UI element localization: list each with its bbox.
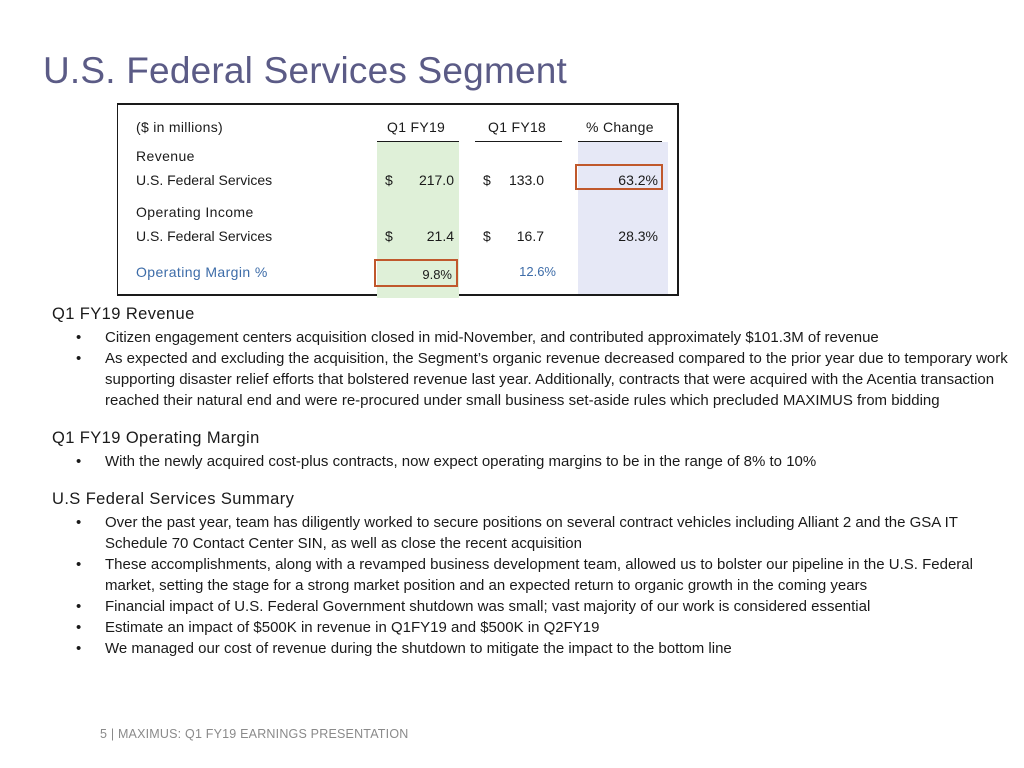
margin-row-label: Operating Margin % — [136, 264, 268, 280]
summary-heading: U.S Federal Services Summary — [52, 490, 295, 508]
list-item: • With the newly acquired cost-plus contracts, now expect operating margins to be in the range of 8% to 10% — [76, 453, 817, 470]
header-underline-change — [578, 141, 662, 142]
opinc-change-value: 28.3% — [618, 228, 658, 244]
revenue-section-heading: Q1 FY19 Revenue — [52, 305, 195, 323]
opinc-q1fy18-currency: $ — [483, 228, 491, 244]
financial-table — [117, 103, 679, 296]
revenue-header: Revenue — [136, 148, 195, 164]
slide-footer: 5 | MAXIMUS: Q1 FY19 EARNINGS PRESENTATION — [100, 727, 409, 741]
revenue-q1fy18-value: 133.0 — [508, 172, 544, 188]
revenue-change-value: 63.2% — [618, 172, 658, 188]
summary-section — [52, 488, 1012, 659]
revenue-change-highlight-box — [575, 164, 663, 190]
revenue-q1fy19-value: 217.0 — [418, 172, 454, 188]
list-item: • Over the past year, team has diligently worked to secure positions on several contract vehicles including Alliant 2 and the GSA IT Schedule 70 Contact Center SIN, as well as close the recent acquisition — [76, 514, 958, 552]
margin-q1fy19-highlight-box — [374, 259, 458, 287]
operating-margin-heading: Q1 FY19 Operating Margin — [52, 429, 260, 447]
header-underline-q1fy18 — [475, 141, 562, 142]
header-q1fy18: Q1 FY18 — [488, 119, 547, 135]
opinc-q1fy19-currency: $ — [385, 228, 393, 244]
slide-title: U.S. Federal Services Segment — [43, 50, 568, 91]
list-item: • As expected and excluding the acquisition, the Segment’s organic revenue decreased compared to the prior year due to temporary work supporting disaster relief efforts that bolstered revenue last year. Additionally, contracts that were acquired with the Acentia transaction reached their natural end and were re-procured under small business set-aside rules which precluded MAXIMUS from bidding — [76, 350, 1008, 409]
list-item: • These accomplishments, along with a revamped business development team, allowed us to bolster our pipeline in the U.S. Federal market, setting the stage for a strong market position and an expected return to organic growth in the coming years — [76, 556, 973, 594]
commentary — [52, 303, 1012, 675]
operating-margin-section — [52, 427, 1012, 472]
header-change: % Change — [586, 119, 654, 135]
list-item: • Financial impact of U.S. Federal Government shutdown was small; vast majority of our work is considered essential — [76, 598, 871, 615]
list-item: • We managed our cost of revenue during the shutdown to mitigate the impact to the bottom line — [76, 640, 732, 657]
header-underline-q1fy19 — [377, 141, 459, 142]
margin-q1fy18-value: 12.6% — [519, 264, 556, 279]
opinc-q1fy19-value: 21.4 — [426, 228, 454, 244]
revenue-section — [52, 303, 1012, 411]
list-item: • Citizen engagement centers acquisition closed in mid-November, and contributed approximately $101.3M of revenue — [76, 329, 879, 346]
opinc-q1fy18-value: 16.7 — [516, 228, 544, 244]
revenue-q1fy18-currency: $ — [483, 172, 491, 188]
opinc-header: Operating Income — [136, 204, 254, 220]
opinc-row-label: U.S. Federal Services — [136, 228, 273, 244]
units-label: ($ in millions) — [136, 119, 223, 135]
list-item: • Estimate an impact of $500K in revenue in Q1FY19 and $500K in Q2FY19 — [76, 619, 600, 636]
margin-q1fy19-value: 9.8% — [422, 267, 452, 282]
header-q1fy19: Q1 FY19 — [387, 119, 446, 135]
revenue-q1fy19-currency: $ — [385, 172, 393, 188]
revenue-row-label: U.S. Federal Services — [136, 172, 273, 188]
